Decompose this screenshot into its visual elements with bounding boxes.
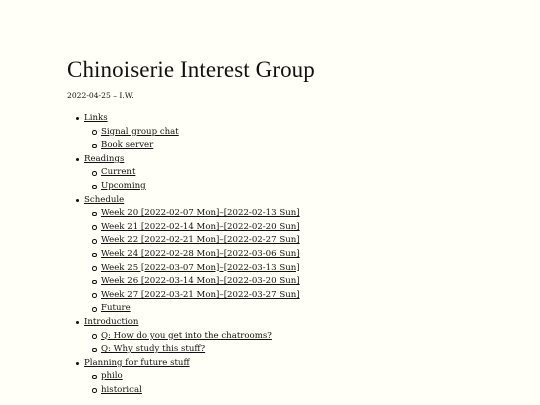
page-title: Chinoiserie Interest Group	[67, 57, 315, 82]
toc-link-readings[interactable]: Readings	[84, 153, 125, 164]
toc-link-introduction[interactable]: Introduction	[84, 316, 139, 327]
toc-link-week-22[interactable]: Week 22 [2022-02-21 Mon]–[2022-02-27 Sun]	[101, 235, 300, 246]
toc-subitem	[84, 343, 300, 357]
toc-subitem	[84, 370, 300, 384]
toc-link-week-21[interactable]: Week 21 [2022-02-14 Mon]–[2022-02-20 Sun]	[101, 221, 300, 232]
toc-sublist	[84, 126, 300, 153]
toc-subitem	[84, 330, 300, 344]
toc-subitem	[84, 234, 300, 248]
toc-subitem	[84, 139, 300, 153]
toc-subitem	[84, 126, 300, 140]
toc-sublist	[84, 370, 300, 397]
toc-sublist	[84, 207, 300, 316]
toc-link-upcoming[interactable]: Upcoming	[101, 180, 146, 191]
post-meta: 2022-04-25 – I.W.	[67, 91, 134, 100]
toc-link-signal-group-chat[interactable]: Signal group chat	[101, 126, 179, 137]
toc-link-links[interactable]: Links	[84, 113, 108, 123]
toc-sublist	[84, 330, 300, 357]
toc-link-schedule[interactable]: Schedule	[84, 194, 125, 205]
toc-subitem	[84, 384, 300, 398]
toc-link-current[interactable]: Current	[101, 167, 136, 178]
toc-section	[67, 112, 300, 153]
toc-link-week-20[interactable]: Week 20 [2022-02-07 Mon]–[2022-02-13 Sun]	[101, 208, 300, 219]
toc-section	[67, 357, 300, 398]
toc-subitem	[84, 289, 300, 303]
toc-link-future[interactable]: Future	[101, 303, 131, 314]
toc-subitem	[84, 207, 300, 221]
toc-section	[67, 316, 300, 357]
toc-subitem	[84, 166, 300, 180]
toc-subitem	[84, 248, 300, 262]
toc-section	[67, 194, 300, 316]
toc-link-historical[interactable]: historical	[101, 384, 142, 395]
toc-subitem	[84, 275, 300, 289]
toc-link-week-26[interactable]: Week 26 [2022-03-14 Mon]–[2022-03-20 Sun]	[101, 276, 300, 287]
toc-link-q-why-study[interactable]: Q: Why study this stuff?	[101, 344, 206, 355]
toc-subitem	[84, 221, 300, 235]
toc-section	[67, 153, 300, 194]
toc-link-book-server[interactable]: Book server	[101, 140, 154, 151]
toc-link-week-27[interactable]: Week 27 [2022-03-21 Mon]–[2022-03-27 Sun]	[101, 289, 300, 300]
toc-subitem	[84, 302, 300, 316]
toc-link-philo[interactable]: philo	[101, 371, 123, 382]
table-of-contents	[67, 112, 300, 397]
toc-sublist	[84, 166, 300, 193]
toc-link-planning[interactable]: Planning for future stuff	[84, 357, 190, 368]
toc-link-week-25[interactable]: Week 25 [2022-03-07 Mon]–[2022-03-13 Sun]	[101, 262, 300, 273]
toc-subitem	[84, 180, 300, 194]
toc-subitem	[84, 262, 300, 276]
toc-link-q-chatrooms[interactable]: Q: How do you get into the chatrooms?	[101, 330, 272, 341]
toc-link-week-24[interactable]: Week 24 [2022-02-28 Mon]–[2022-03-06 Sun]	[101, 248, 300, 259]
